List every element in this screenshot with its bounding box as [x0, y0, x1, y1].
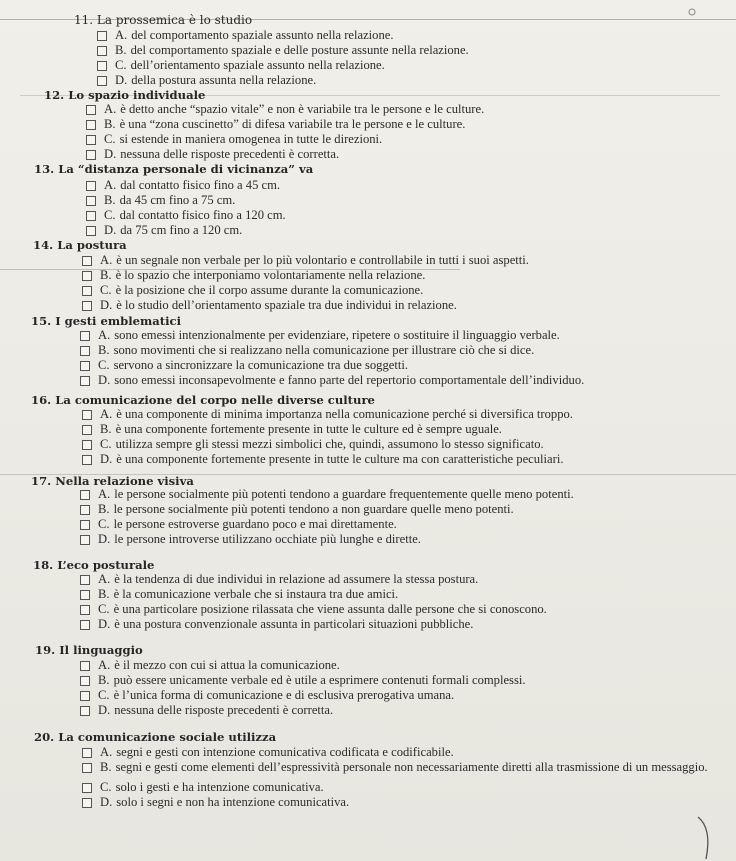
checkbox[interactable]: [82, 798, 92, 808]
checkbox[interactable]: [86, 105, 96, 115]
checkbox[interactable]: [82, 455, 92, 465]
option-a[interactable]: A. sono emessi intenzionalmente per evidenziare, ripetere o sostituire il linguaggio verbale.: [80, 328, 584, 343]
option-d[interactable]: D. solo i segni e non ha intenzione comunicativa.: [82, 795, 712, 810]
option-b[interactable]: B. è una componente fortemente presente in tutte le culture ed è sempre uguale.: [82, 422, 573, 437]
checkbox[interactable]: [86, 196, 96, 206]
checkbox[interactable]: [82, 440, 92, 450]
q18-options: [80, 572, 547, 632]
option-c[interactable]: C. le persone estroverse guardano poco e mai direttamente.: [80, 517, 574, 532]
option-b[interactable]: B. sono movimenti che si realizzano nella comunicazione per illustrare ciò che si dice.: [80, 343, 584, 358]
question-title: 15. I gesti emblematici: [31, 314, 182, 328]
checkbox[interactable]: [80, 535, 90, 545]
checkbox[interactable]: [80, 331, 90, 341]
option-b[interactable]: B. da 45 cm fino a 75 cm.: [86, 193, 286, 208]
q15-options: [80, 328, 584, 388]
question-16: [31, 393, 375, 408]
checkbox[interactable]: [80, 361, 90, 371]
q16-options: [82, 407, 573, 467]
option-b[interactable]: B. può essere unicamente verbale ed è utile a esprimere contenuti formali complessi.: [80, 673, 526, 688]
checkbox[interactable]: [80, 505, 90, 515]
question-title: 20. La comunicazione sociale utilizza: [34, 730, 277, 744]
question-19: [35, 643, 143, 658]
option-c[interactable]: C. si estende in maniera omogenea in tutte le direzioni.: [86, 132, 484, 147]
option-a[interactable]: A. è il mezzo con cui si attua la comunicazione.: [80, 658, 526, 673]
question-15: [31, 314, 181, 329]
checkbox[interactable]: [97, 61, 107, 71]
checkbox[interactable]: [80, 605, 90, 615]
option-c[interactable]: C. dell’orientamento spaziale assunto nella relazione.: [97, 58, 469, 73]
option-d[interactable]: D. le persone introverse utilizzano occhiate più lunghe e dirette.: [80, 532, 574, 547]
checkbox[interactable]: [80, 346, 90, 356]
checkbox[interactable]: [80, 661, 90, 671]
q19-options: [80, 658, 526, 718]
checkbox[interactable]: [80, 676, 90, 686]
checkbox[interactable]: [97, 76, 107, 86]
option-d[interactable]: D. è una postura convenzionale assunta in particolari situazioni pubbliche.: [80, 617, 547, 632]
option-b[interactable]: B. è la comunicazione verbale che si instaura tra due amici.: [80, 587, 547, 602]
question-title: 19. Il linguaggio: [35, 643, 143, 657]
question-20: [34, 730, 276, 745]
option-a[interactable]: A. del comportamento spaziale assunto nella relazione.: [97, 28, 469, 43]
checkbox[interactable]: [80, 520, 90, 530]
checkbox[interactable]: [80, 620, 90, 630]
q14-options: [82, 253, 529, 313]
checkbox[interactable]: [80, 590, 90, 600]
option-b[interactable]: B. è lo spazio che interponiamo volontariamente nella relazione.: [82, 268, 529, 283]
option-c[interactable]: C. è la posizione che il corpo assume durante la comunicazione.: [82, 283, 529, 298]
question-title: 17. Nella relazione visiva: [31, 474, 194, 488]
q12-options: [86, 102, 484, 162]
q11-options: [97, 28, 469, 88]
option-a[interactable]: A. è un segnale non verbale per lo più volontario e controllabile in tutti i suoi aspetti.: [82, 253, 529, 268]
option-a[interactable]: A. è detto anche “spazio vitale” e non è variabile tra le persone e le culture.: [86, 102, 484, 117]
checkbox[interactable]: [80, 376, 90, 386]
checkbox[interactable]: [86, 181, 96, 191]
question-title: 13. La “distanza personale di vicinanza” va: [34, 162, 314, 176]
checkbox[interactable]: [97, 46, 107, 56]
option-a[interactable]: A. le persone socialmente più potenti tendono a guardare frequentemente quelle meno potenti.: [80, 487, 574, 502]
q20-options: [82, 745, 712, 810]
question-title: 11. La prossemica è lo studio: [74, 13, 253, 27]
checkbox[interactable]: [86, 135, 96, 145]
option-d[interactable]: D. della postura assunta nella relazione.: [97, 73, 469, 88]
checkbox[interactable]: [82, 783, 92, 793]
option-a[interactable]: A. segni e gesti con intenzione comunicativa codificata e codificabile.: [82, 745, 712, 760]
question-13: [34, 162, 313, 177]
checkbox[interactable]: [82, 286, 92, 296]
question-title: 12. Lo spazio individuale: [44, 88, 206, 102]
q13-options: [86, 178, 286, 238]
option-d[interactable]: D. sono emessi inconsapevolmente e fanno parte del repertorio comportamentale dell’individuo.: [80, 373, 584, 388]
question-title: 16. La comunicazione del corpo nelle diverse culture: [31, 393, 375, 407]
option-d[interactable]: D. nessuna delle risposte precedenti è corretta.: [80, 703, 526, 718]
option-d[interactable]: D. nessuna delle risposte precedenti è corretta.: [86, 147, 484, 162]
dot-mark: [686, 6, 698, 18]
checkbox[interactable]: [82, 256, 92, 266]
question-title: 14. La postura: [33, 238, 127, 252]
option-b[interactable]: B. le persone socialmente più potenti tendono a non guardare quelle meno potenti.: [80, 502, 574, 517]
option-b[interactable]: B. segni e gesti come elementi dell’espressività personale non necessariamente diretti alla trasmissione di un messaggio.: [82, 760, 712, 775]
option-c[interactable]: C. è una particolare posizione rilassata che viene assunta dalle persone che si conoscono.: [80, 602, 547, 617]
option-c[interactable]: C. utilizza sempre gli stessi mezzi simbolici che, quindi, assumono lo stesso significato.: [82, 437, 573, 452]
option-a[interactable]: A. è la tendenza di due individui in relazione ad assumere la stessa postura.: [80, 572, 547, 587]
checkbox[interactable]: [82, 301, 92, 311]
option-a[interactable]: A. dal contatto fisico fino a 45 cm.: [86, 178, 286, 193]
checkbox[interactable]: [80, 706, 90, 716]
question-14: [33, 238, 127, 253]
option-c[interactable]: C. è l’unica forma di comunicazione e di esclusiva prerogativa umana.: [80, 688, 526, 703]
checkbox[interactable]: [80, 691, 90, 701]
checkbox[interactable]: [86, 120, 96, 130]
checkbox[interactable]: [86, 211, 96, 221]
pen-mark: [694, 815, 718, 861]
question-11: [74, 13, 252, 28]
checkbox[interactable]: [82, 763, 92, 773]
checkbox[interactable]: [97, 31, 107, 41]
option-c[interactable]: C. dal contatto fisico fino a 120 cm.: [86, 208, 286, 223]
option-b[interactable]: B. è una “zona cuscinetto” di difesa variabile tra le persone e le culture.: [86, 117, 484, 132]
option-d[interactable]: D. da 75 cm fino a 120 cm.: [86, 223, 286, 238]
q17-options: [80, 487, 574, 547]
question-18: [33, 558, 154, 573]
question-12: [44, 88, 205, 103]
checkbox[interactable]: [86, 150, 96, 160]
option-d[interactable]: D. è lo studio dell’orientamento spaziale tra due individui in relazione.: [82, 298, 529, 313]
checkbox[interactable]: [82, 748, 92, 758]
option-b[interactable]: B. del comportamento spaziale e delle posture assunte nella relazione.: [97, 43, 469, 58]
checkbox[interactable]: [80, 575, 90, 585]
option-c[interactable]: C. solo i gesti e ha intenzione comunicativa.: [82, 780, 712, 795]
checkbox[interactable]: [80, 490, 90, 500]
question-title: 18. L’eco posturale: [33, 558, 155, 572]
checkbox[interactable]: [82, 271, 92, 281]
option-c[interactable]: C. servono a sincronizzare la comunicazione tra due soggetti.: [80, 358, 584, 373]
checkbox[interactable]: [82, 410, 92, 420]
option-a[interactable]: A. è una componente di minima importanza nella comunicazione perché si diversifica troppo.: [82, 407, 573, 422]
checkbox[interactable]: [82, 425, 92, 435]
option-d[interactable]: D. è una componente fortemente presente in tutte le culture ma con caratteristiche peculiari.: [82, 452, 573, 467]
checkbox[interactable]: [86, 226, 96, 236]
